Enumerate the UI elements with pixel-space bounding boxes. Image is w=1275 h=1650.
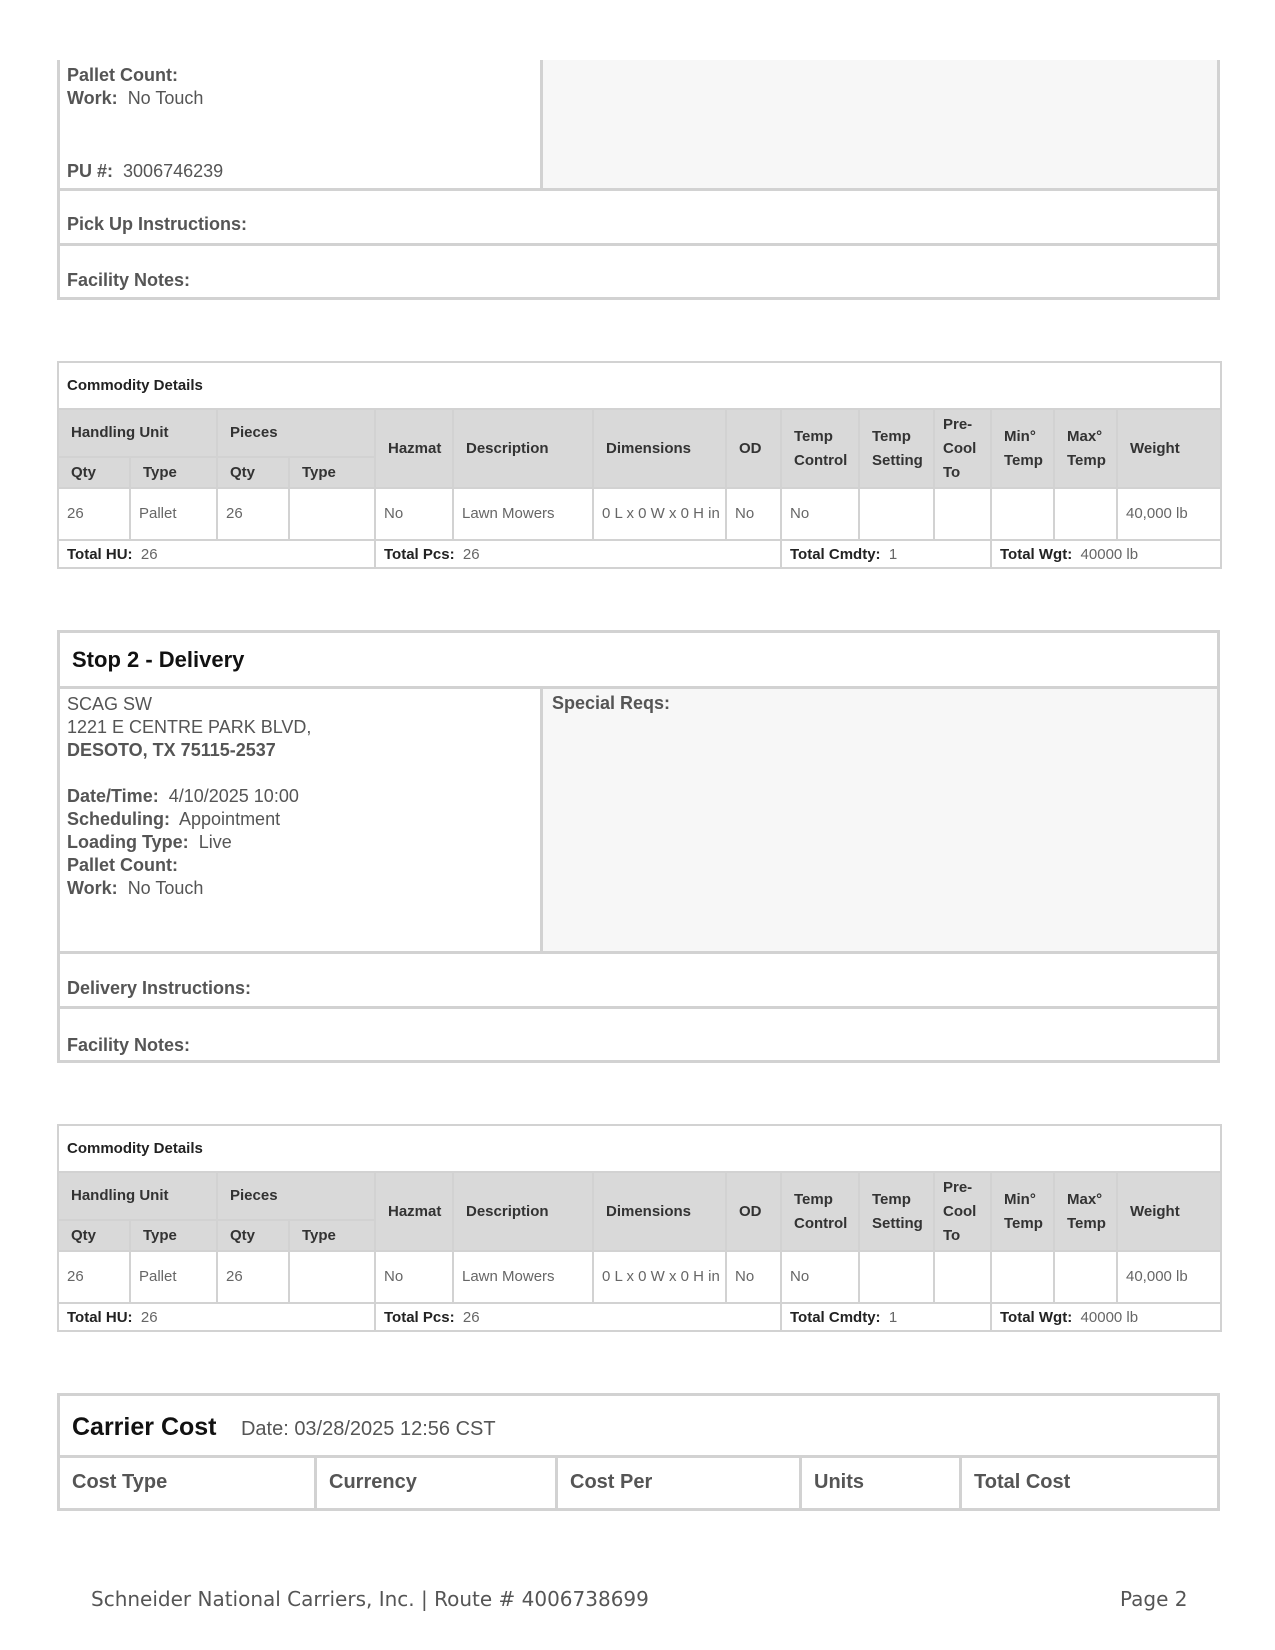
carrier-cost-section bbox=[57, 1393, 1220, 1511]
commodity-table-2 bbox=[57, 1124, 1220, 1332]
currency-header: Currency bbox=[317, 1458, 558, 1508]
hu-type-header: Type bbox=[130, 1220, 217, 1251]
totals-row bbox=[58, 540, 1221, 568]
dimensions-cell: 0 L x 0 W x 0 H in bbox=[593, 1251, 726, 1303]
description-header: Description bbox=[453, 1172, 593, 1251]
facility-notes-row bbox=[60, 1006, 1217, 1060]
cost-type-header: Cost Type bbox=[60, 1458, 317, 1508]
total-cmdty-value: 1 bbox=[888, 545, 898, 563]
work-value: No Touch bbox=[127, 878, 204, 898]
total-pcs-value: 26 bbox=[462, 1308, 480, 1326]
total-pcs bbox=[375, 540, 781, 568]
datetime-value: 4/10/2025 10:00 bbox=[168, 786, 299, 806]
total-pcs bbox=[375, 1303, 781, 1331]
total-cost-header: Total Cost bbox=[974, 1471, 1071, 1493]
stop1-continuation bbox=[57, 60, 1220, 300]
facility-notes-row bbox=[60, 243, 1217, 297]
totals-row bbox=[58, 1303, 1221, 1331]
hu-type-cell: Pallet bbox=[130, 1251, 217, 1303]
dimensions-header: Dimensions bbox=[593, 409, 726, 488]
total-wgt bbox=[991, 1303, 1221, 1331]
scheduling-value: Appointment bbox=[179, 809, 281, 829]
pcs-qty-cell: 26 bbox=[217, 1251, 289, 1303]
total-wgt-value: 40000 lb bbox=[1080, 545, 1139, 563]
dimensions-header: Dimensions bbox=[593, 1172, 726, 1251]
loading-type-label: Loading Type: bbox=[67, 832, 189, 852]
pieces-header: Pieces bbox=[217, 1172, 375, 1220]
footer-page-number: Page 2 bbox=[1120, 1587, 1188, 1611]
total-pcs-label: Total Pcs: bbox=[384, 1308, 455, 1326]
total-pcs-value: 26 bbox=[462, 545, 480, 563]
consignee-city-state-zip: DESOTO, TX 75115-2537 bbox=[67, 740, 276, 760]
pu-label: PU #: bbox=[67, 161, 114, 181]
weight-header: Weight bbox=[1117, 409, 1221, 488]
commodity-table-1 bbox=[57, 361, 1220, 569]
temp-setting-cell bbox=[859, 488, 934, 540]
temp-setting-cell bbox=[859, 1251, 934, 1303]
total-cmdty-label: Total Cmdty: bbox=[790, 1308, 881, 1326]
od-cell: No bbox=[726, 488, 781, 540]
pcs-type-cell bbox=[289, 1251, 375, 1303]
total-hu-label: Total HU: bbox=[67, 545, 133, 563]
max-temp-header: Max° Temp bbox=[1054, 1172, 1117, 1251]
min-temp-header: Min° Temp bbox=[991, 1172, 1054, 1251]
pre-cool-cell bbox=[934, 488, 991, 540]
pickup-instructions-label: Pick Up Instructions: bbox=[67, 214, 248, 234]
stop2-details bbox=[60, 689, 543, 951]
total-hu-value: 26 bbox=[140, 1308, 158, 1326]
max-temp-cell bbox=[1054, 488, 1117, 540]
pcs-qty-cell: 26 bbox=[217, 488, 289, 540]
total-cmdty-value: 1 bbox=[888, 1308, 898, 1326]
stop2-title: Stop 2 - Delivery bbox=[60, 633, 1217, 689]
hazmat-header: Hazmat bbox=[375, 1172, 453, 1251]
temp-setting-header: Temp Setting bbox=[859, 1172, 934, 1251]
pcs-type-cell bbox=[289, 488, 375, 540]
min-temp-cell bbox=[991, 1251, 1054, 1303]
pre-cool-header: Pre-Cool To bbox=[934, 409, 991, 488]
consignee-name: SCAG SW bbox=[67, 694, 153, 714]
total-hu bbox=[58, 1303, 375, 1331]
facility-notes-label: Facility Notes: bbox=[67, 270, 191, 290]
cost-per-header: Cost Per bbox=[558, 1458, 802, 1508]
footer-route: Schneider National Carriers, Inc. | Route # 4006738699 bbox=[91, 1587, 649, 1611]
handling-unit-header: Handling Unit bbox=[58, 409, 217, 457]
work-label: Work: bbox=[67, 878, 118, 898]
hu-qty-header: Qty bbox=[58, 1220, 130, 1251]
od-header: OD bbox=[726, 409, 781, 488]
od-header: OD bbox=[726, 1172, 781, 1251]
max-temp-header: Max° Temp bbox=[1054, 409, 1117, 488]
hu-qty-cell: 26 bbox=[58, 1251, 130, 1303]
handling-unit-header: Handling Unit bbox=[58, 1172, 217, 1220]
units-header: Units bbox=[802, 1458, 962, 1508]
facility-notes-label: Facility Notes: bbox=[67, 1035, 191, 1055]
total-wgt-label: Total Wgt: bbox=[1000, 545, 1073, 563]
pre-cool-header: Pre-Cool To bbox=[934, 1172, 991, 1251]
min-temp-cell bbox=[991, 488, 1054, 540]
weight-cell: 40,000 lb bbox=[1117, 1251, 1221, 1303]
consignee-address: 1221 E CENTRE PARK BLVD, bbox=[67, 717, 312, 737]
hazmat-header: Hazmat bbox=[375, 409, 453, 488]
datetime-label: Date/Time: bbox=[67, 786, 159, 806]
hazmat-cell: No bbox=[375, 1251, 453, 1303]
total-wgt-label: Total Wgt: bbox=[1000, 1308, 1073, 1326]
weight-cell: 40,000 lb bbox=[1117, 488, 1221, 540]
stop1-special-reqs-area bbox=[543, 60, 1217, 188]
carrier-cost-title: Carrier Cost bbox=[72, 1413, 217, 1441]
special-reqs-label: Special Reqs: bbox=[552, 693, 671, 713]
pallet-count-label: Pallet Count: bbox=[67, 65, 178, 85]
weight-header: Weight bbox=[1117, 1172, 1221, 1251]
min-temp-header: Min° Temp bbox=[991, 409, 1054, 488]
temp-setting-header: Temp Setting bbox=[859, 409, 934, 488]
description-header: Description bbox=[453, 409, 593, 488]
total-wgt-value: 40000 lb bbox=[1080, 1308, 1139, 1326]
total-wgt bbox=[991, 540, 1221, 568]
total-cmdty bbox=[781, 1303, 991, 1331]
pickup-instructions-row bbox=[60, 188, 1217, 243]
pieces-header: Pieces bbox=[217, 409, 375, 457]
carrier-cost-date: Date: 03/28/2025 12:56 CST bbox=[240, 1418, 496, 1440]
temp-control-cell: No bbox=[781, 1251, 859, 1303]
delivery-instructions-label: Delivery Instructions: bbox=[67, 978, 252, 998]
hazmat-cell: No bbox=[375, 488, 453, 540]
total-cmdty bbox=[781, 540, 991, 568]
pcs-qty-header: Qty bbox=[217, 457, 289, 488]
pu-value: 3006746239 bbox=[123, 161, 224, 181]
temp-control-header: Temp Control bbox=[781, 1172, 859, 1251]
work-label: Work: bbox=[67, 88, 118, 108]
description-cell: Lawn Mowers bbox=[453, 488, 593, 540]
hu-type-cell: Pallet bbox=[130, 488, 217, 540]
hu-qty-cell: 26 bbox=[58, 488, 130, 540]
hu-type-header: Type bbox=[130, 457, 217, 488]
stop1-details bbox=[60, 60, 543, 188]
pre-cool-cell bbox=[934, 1251, 991, 1303]
description-cell: Lawn Mowers bbox=[453, 1251, 593, 1303]
pcs-qty-header: Qty bbox=[217, 1220, 289, 1251]
work-value: No Touch bbox=[127, 88, 204, 108]
carrier-cost-header bbox=[60, 1396, 1217, 1458]
pcs-type-header: Type bbox=[289, 1220, 375, 1251]
scheduling-label: Scheduling: bbox=[67, 809, 170, 829]
total-cmdty-label: Total Cmdty: bbox=[790, 545, 881, 563]
max-temp-cell bbox=[1054, 1251, 1117, 1303]
table-row bbox=[58, 1251, 1221, 1303]
table-row bbox=[58, 488, 1221, 540]
hu-qty-header: Qty bbox=[58, 457, 130, 488]
total-hu bbox=[58, 540, 375, 568]
special-reqs-area bbox=[543, 689, 1217, 951]
temp-control-cell: No bbox=[781, 488, 859, 540]
total-hu-value: 26 bbox=[140, 545, 158, 563]
total-hu-label: Total HU: bbox=[67, 1308, 133, 1326]
dimensions-cell: 0 L x 0 W x 0 H in bbox=[593, 488, 726, 540]
pcs-type-header: Type bbox=[289, 457, 375, 488]
od-cell: No bbox=[726, 1251, 781, 1303]
total-pcs-label: Total Pcs: bbox=[384, 545, 455, 563]
temp-control-header: Temp Control bbox=[781, 409, 859, 488]
carrier-cost-columns bbox=[60, 1458, 1217, 1508]
commodity-title: Commodity Details bbox=[58, 1125, 1221, 1172]
stop2-delivery-section bbox=[57, 630, 1220, 1063]
pallet-count-label: Pallet Count: bbox=[67, 855, 178, 875]
loading-type-value: Live bbox=[198, 832, 232, 852]
commodity-title: Commodity Details bbox=[58, 362, 1221, 409]
delivery-instructions-row bbox=[60, 951, 1217, 1006]
